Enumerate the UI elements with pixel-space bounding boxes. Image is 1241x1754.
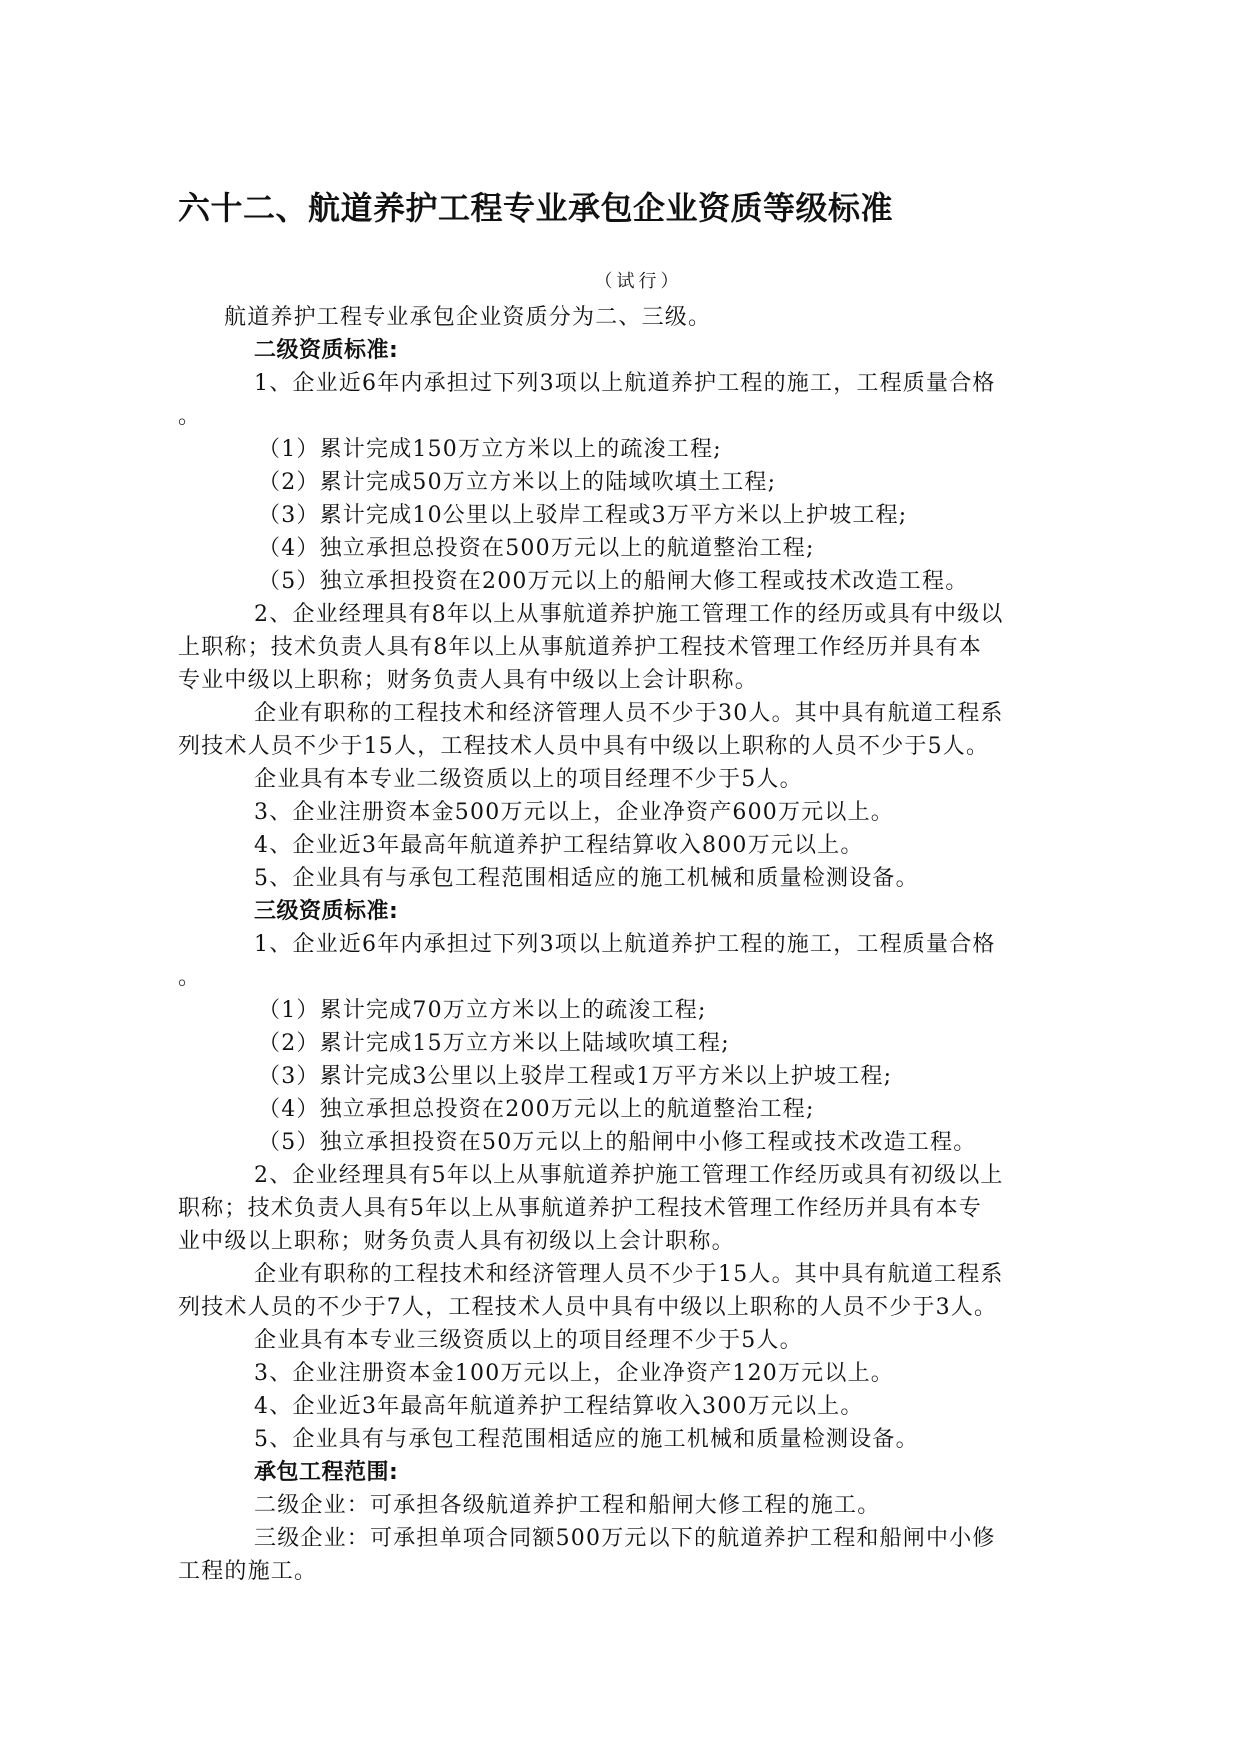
grade3-item5: 5、企业具有与承包工程范围相适应的施工机械和质量检测设备。 bbox=[254, 1427, 919, 1452]
intro-paragraph: 航道养护工程专业承包企业资质分为二、三级。 bbox=[224, 305, 712, 330]
grade2-sub5: （5）独立承担投资在200万元以上的船闸大修工程或技术改造工程。 bbox=[258, 569, 969, 594]
grade2-sub4: （4）独立承担总投资在500万元以上的航道整治工程; bbox=[258, 536, 815, 561]
grade3-item3: 3、企业注册资本金100万元以上，企业净资产120万元以上。 bbox=[254, 1361, 894, 1386]
grade2-item4: 4、企业近3年最高年航道养护工程结算收入800万元以上。 bbox=[254, 833, 864, 858]
grade2-staff-line1: 企业有职称的工程技术和经济管理人员不少于30人。其中具有航道工程系 bbox=[254, 701, 1004, 726]
grade3-sub5: （5）独立承担投资在50万元以上的船闸中小修工程或技术改造工程。 bbox=[258, 1130, 977, 1155]
grade3-staff-line1: 企业有职称的工程技术和经济管理人员不少于15人。其中具有航道工程系 bbox=[254, 1262, 1004, 1287]
document-subtitle: （试行） bbox=[594, 271, 683, 292]
scope-grade2: 二级企业：可承担各级航道养护工程和船闸大修工程的施工。 bbox=[254, 1493, 881, 1518]
grade3-sub2: （2）累计完成15万立方米以上陆域吹填工程; bbox=[258, 1031, 730, 1056]
grade2-item2-line1: 2、企业经理具有8年以上从事航道养护施工管理工作的经历或具有中级以 bbox=[254, 602, 1004, 627]
grade2-sub2: （2）累计完成50万立方米以上的陆域吹填土工程; bbox=[258, 470, 777, 495]
grade2-project-manager: 企业具有本专业二级资质以上的项目经理不少于5人。 bbox=[254, 767, 803, 792]
grade2-staff-line2: 列技术人员不少于15人，工程技术人员中具有中级以上职称的人员不少于5人。 bbox=[178, 734, 990, 759]
grade3-sub4: （4）独立承担总投资在200万元以上的航道整治工程; bbox=[258, 1097, 815, 1122]
grade2-heading: 二级资质标准: bbox=[254, 338, 399, 363]
scope-heading: 承包工程范围: bbox=[254, 1460, 399, 1485]
grade3-staff-line2: 列技术人员的不少于7人，工程技术人员中具有中级以上职称的人员不少于3人。 bbox=[178, 1295, 998, 1320]
grade3-item2-line3: 业中级以上职称；财务负责人具有初级以上会计职称。 bbox=[178, 1229, 735, 1254]
grade3-item1-line2: 。 bbox=[178, 965, 202, 990]
grade2-item1-line1: 1、企业近6年内承担过下列3项以上航道养护工程的施工，工程质量合格 bbox=[254, 371, 996, 396]
grade2-item5: 5、企业具有与承包工程范围相适应的施工机械和质量检测设备。 bbox=[254, 866, 919, 891]
grade2-item3: 3、企业注册资本金500万元以上，企业净资产600万元以上。 bbox=[254, 800, 894, 825]
document-title: 六十二、航道养护工程专业承包企业资质等级标准 bbox=[178, 189, 894, 227]
document-body bbox=[178, 301, 1052, 1588]
scope-grade3-line2: 工程的施工。 bbox=[178, 1559, 318, 1584]
grade3-item2-line1: 2、企业经理具有5年以上从事航道养护施工管理工作经历或具有初级以上 bbox=[254, 1163, 1004, 1188]
grade2-sub3: （3）累计完成10公里以上驳岸工程或3万平方米以上护坡工程; bbox=[258, 503, 908, 528]
grade2-item2-line2: 上职称；技术负责人具有8年以上从事航道养护工程技术管理工作经历并具有本 bbox=[178, 635, 982, 660]
grade3-item1-line1: 1、企业近6年内承担过下列3项以上航道养护工程的施工，工程质量合格 bbox=[254, 932, 996, 957]
grade3-sub1: （1）累计完成70万立方米以上的疏浚工程; bbox=[258, 998, 707, 1023]
grade2-sub1: （1）累计完成150万立方米以上的疏浚工程; bbox=[258, 437, 722, 462]
grade3-item2-line2: 职称；技术负责人具有5年以上从事航道养护工程技术管理工作经历并具有本专 bbox=[178, 1196, 982, 1221]
scope-grade3-line1: 三级企业：可承担单项合同额500万元以下的航道养护工程和船闸中小修 bbox=[254, 1526, 996, 1551]
grade3-sub3: （3）累计完成3公里以上驳岸工程或1万平方米以上护坡工程; bbox=[258, 1064, 893, 1089]
grade2-item2-line3: 专业中级以上职称；财务负责人具有中级以上会计职称。 bbox=[178, 668, 759, 693]
grade3-item4: 4、企业近3年最高年航道养护工程结算收入300万元以上。 bbox=[254, 1394, 864, 1419]
grade3-heading: 三级资质标准: bbox=[254, 899, 399, 924]
grade3-project-manager: 企业具有本专业三级资质以上的项目经理不少于5人。 bbox=[254, 1328, 803, 1353]
grade2-item1-line2: 。 bbox=[178, 404, 202, 429]
